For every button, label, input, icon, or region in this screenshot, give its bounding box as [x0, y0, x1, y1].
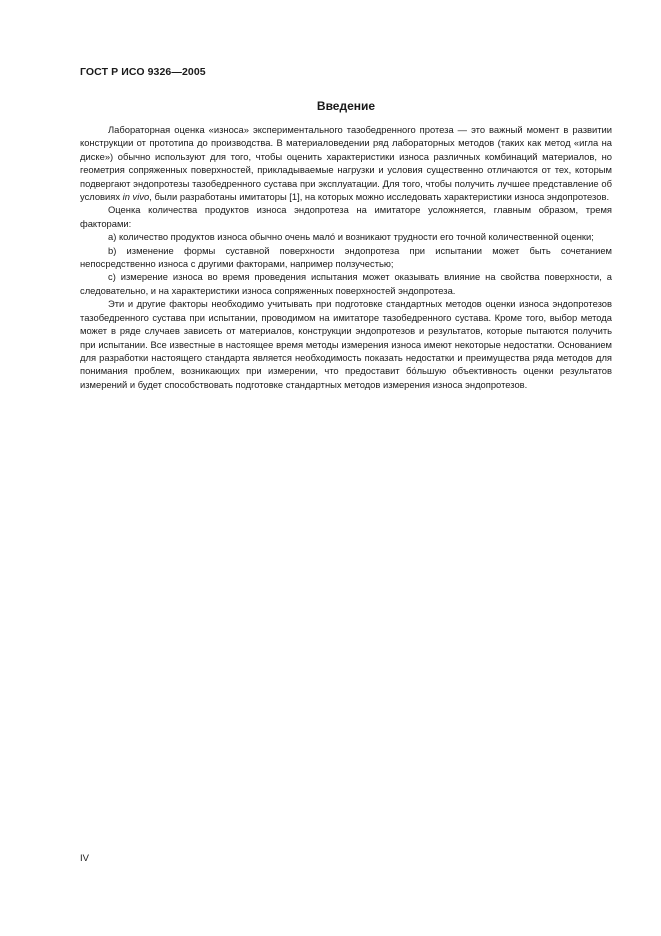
- list-item-c: c) измерение износа во время проведения испытания может оказывать влияние на свойства поверхности, а следовательно, и на характеристики износа сопряженных поверхностей эндопротеза.: [80, 271, 612, 296]
- list-item-b: b) изменение формы суставной поверхности эндопротеза при испытании может быть сочетанием непосредственно износа с другими факторами, например ползучестью;: [80, 244, 612, 270]
- body-text: [80, 123, 612, 391]
- section-title: Введение: [316, 99, 376, 113]
- page-number: IV: [80, 853, 89, 864]
- paragraph-intro-start: Лабораторная оценка «износа» экспериментального тазобедренного протеза — это важный момент в развитии конструкции от прототипа до производства. В материаловедении ряд лабораторных методов (таких как метод «игла на диске») обычно используют для того, чтобы оценить характеристики износа различных комбинаций материалов, но геометрия сопряженных поверхностей, прикладываемые нагрузки и условия существенно отличаются от тех, которым подвергают эндопротезы тазобедренного сустава при эксплуатации. Для того, чтобы получить лучшее представление об условиях: [80, 124, 612, 203]
- paragraph-conclusion: Эти и другие факторы необходимо учитывать при подготовке стандартных методов оценки износа эндопротезов тазобедренного сустава при испытании, проводимом на имитаторе тазобедренного сустава. Кроме того, выбор метода может в ряде случаев зависеть от материалов, конструкции эндопротезов и результатов, которые пытаются получить при испытании. Все известные в настоящее время методы измерения износа имеют некоторые недостатки. Основанием для разработки настоящего стандарта является необходимость показать недостатки и преимущества ряда методов для понимания проблем, возникающих при измерении, что предоставит бо́льшую объективность оценки результатов измерений и будет способствовать подготовке стандартных методов измерения износа эндопротезов.: [80, 298, 612, 390]
- document-code: ГОСТ Р ИСО 9326—2005: [80, 66, 206, 78]
- paragraph-factors: Оценка количества продуктов износа эндопротеза на имитаторе усложняется, главным образом, тремя факторами:: [80, 204, 612, 229]
- in-vivo-term: in vivo: [122, 191, 150, 203]
- list-item-a: a) количество продуктов износа обычно очень мало́ и возникают трудности его точной количественной оценки;: [108, 231, 594, 243]
- paragraph-intro-end: , были разработаны имитаторы [1], на которых можно исследовать характеристики износа эндопротезов.: [149, 191, 610, 203]
- paragraph-intro: [80, 123, 612, 203]
